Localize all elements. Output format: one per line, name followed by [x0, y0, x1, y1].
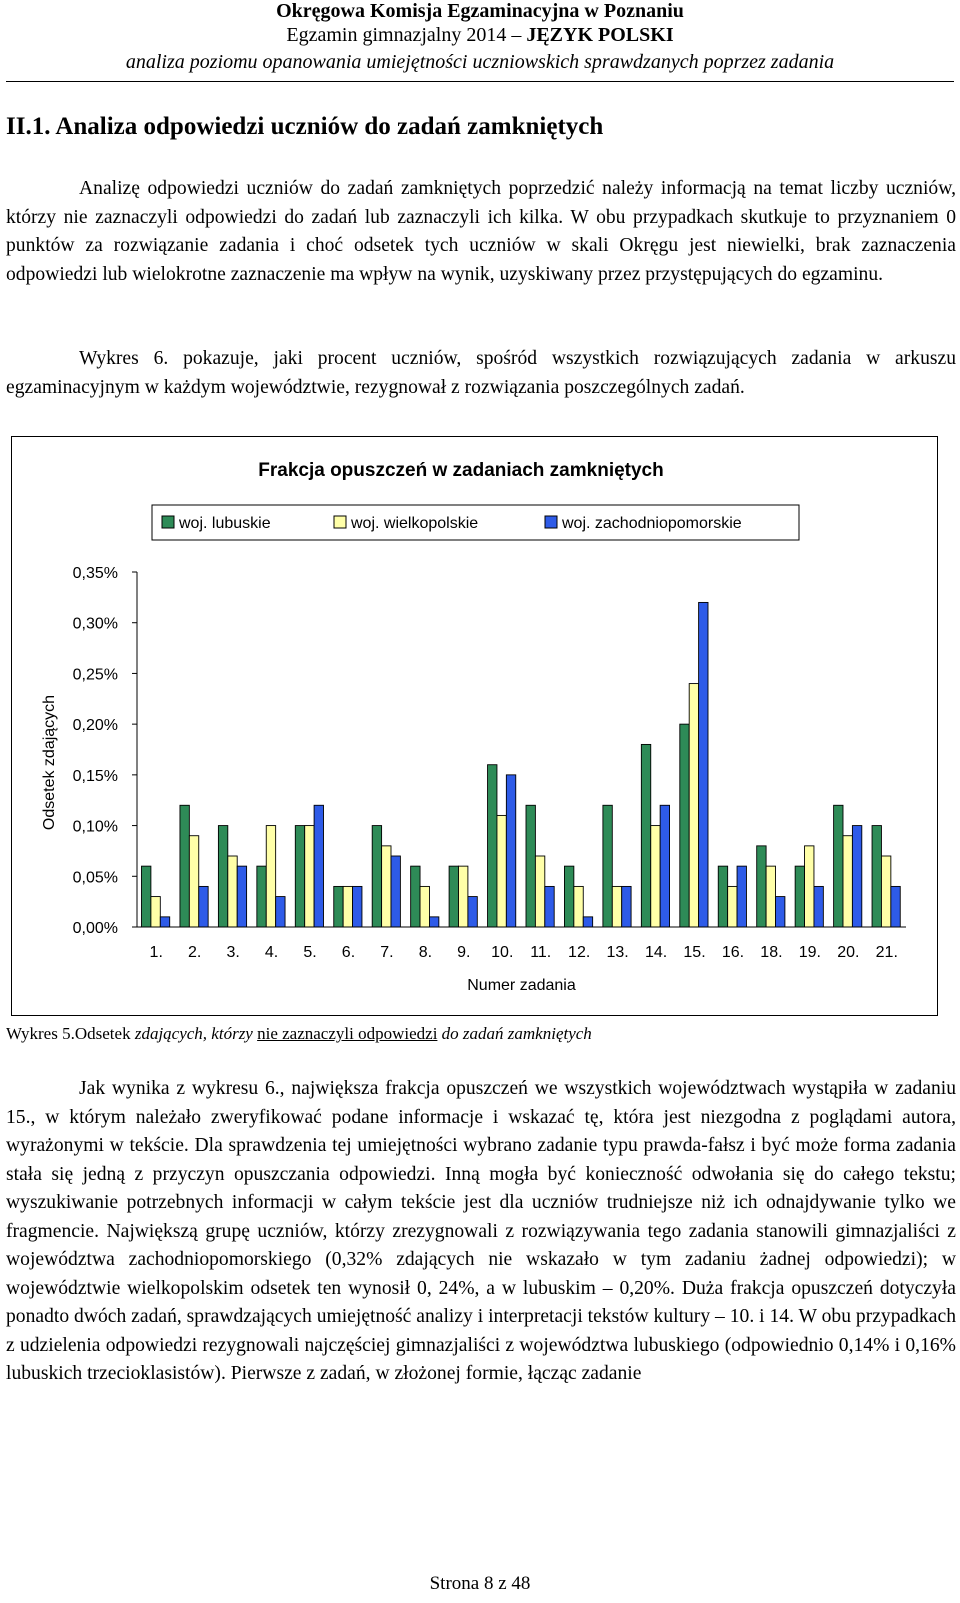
y-axis-label: Odsetek zdających [41, 694, 58, 831]
bar-2-12 [574, 886, 583, 927]
bar-2-7 [382, 846, 391, 927]
bar-2-15 [689, 684, 698, 927]
bar-3-17 [776, 897, 785, 927]
caption-part1: Odsetek [74, 1024, 131, 1043]
bar-1-11 [526, 805, 535, 927]
x-axis-label: Numer zadania [467, 977, 576, 994]
bar-1-19 [834, 805, 843, 927]
bar-3-8 [429, 917, 438, 927]
x-tick-label: 21. [875, 944, 898, 961]
caption-prefix: Wykres 5. [6, 1024, 75, 1043]
caption-part3: nie zaznaczyli odpowiedzi [257, 1024, 438, 1043]
bar-3-4 [276, 897, 285, 927]
paragraph-3 [6, 1075, 956, 1389]
chart-title: Frakcja opuszczeń w zadaniach zamkniętych [258, 460, 664, 481]
header-exam-prefix: Egzamin gimnazjalny 2014 – [286, 24, 527, 46]
bar-3-1 [160, 917, 169, 927]
x-tick-label: 13. [606, 944, 629, 961]
chart-caption [6, 1024, 592, 1044]
legend-label-2: woj. wielkopolskie [351, 515, 479, 532]
bar-1-17 [757, 846, 766, 927]
bar-2-8 [420, 886, 429, 927]
x-tick-label: 2. [188, 944, 202, 961]
legend-swatch-2 [334, 516, 346, 528]
section-title: II.1. Analiza odpowiedzi uczniów do zadań zamkniętych [6, 113, 604, 140]
paragraph-3-text: Jak wynika z wykresu 6., największa frakcja opuszczeń we wszystkich województwach wystąpiła w zadaniu 15., w którym należało zweryfikować podane informacje i wskazać tę, która jest niezgodna z poglądami autora, wyrażonymi w tekście. Dla sprawdzenia tej umiejętności wybrano zadanie typu prawda-fałsz i być może forma zadania stała się jedną z przyczyn opuszczania odpowiedzi. Inną mogła być konieczność odwołania się do całego tekstu; wyszukiwanie potrzebnych informacji w całym tekście jest dla uczniów trudniejsze niż ich odnajdywanie tylko we fragmencie. Największą grupę uczniów, którzy zrezygnowali z rozwiązywania tego zadania stanowili gimnazjaliści z województwa zachodniopomorskiego (0,32% zdających nie wskazało w tym zadaniu żadnej odpowiedzi); w województwie wielkopolskim odsetek ten wynosił 0, 24%, a w lubuskim – 0,20%. Duża frakcja opuszczeń dotyczyła ponadto dwóch zadań, sprawdzających umiejętność analizy i interpretacji tekstów kultury – 10. i 14. W obu przypadkach z udzielenia odpowiedzi rezygnowali najczęściej gimnazjaliści z województwa lubuskiego (odpowiednio 0,14% i 0,16% lubuskich trzecioklasistów). Pierwsze z zadań, w złożonej formie, łącząc zadanie [6, 1078, 956, 1384]
paragraph-1 [6, 175, 956, 289]
x-tick-label: 15. [683, 944, 706, 961]
bar-1-8 [411, 866, 420, 927]
bar-2-1 [151, 897, 160, 927]
header-subtitle: analiza poziomu opanowania umiejętności uczniowskich sprawdzanych poprzez zadania [125, 51, 835, 73]
x-tick-label: 4. [264, 944, 279, 961]
bar-3-16 [737, 866, 746, 927]
y-tick-label: 0,05% [72, 869, 118, 887]
x-tick-label: 11. [530, 944, 552, 961]
header-exam [0, 24, 960, 47]
paragraph-2 [6, 345, 956, 402]
y-tick-label: 0,15% [72, 767, 118, 785]
bar-1-9 [449, 866, 458, 927]
x-tick-label: 19. [798, 944, 821, 961]
bar-chart [12, 437, 939, 1017]
bar-2-3 [228, 856, 237, 927]
x-tick-label: 7. [380, 944, 394, 961]
bar-1-4 [257, 866, 266, 927]
bar-1-14 [641, 744, 650, 927]
bar-3-19 [852, 826, 861, 927]
bar-1-13 [603, 805, 612, 927]
bar-1-12 [564, 866, 573, 927]
chart-frame [11, 436, 938, 1016]
legend-swatch-1 [162, 516, 174, 528]
bar-1-20 [872, 826, 881, 927]
header-institution: Okręgowa Komisja Egzaminacyjna w Poznaniu [276, 0, 684, 22]
bar-1-15 [680, 724, 689, 927]
paragraph-2-text: Wykres 6. pokazuje, jaki procent uczniów, spośród wszystkich rozwiązujących zadania w arkuszu egzaminacyjnym w każdym województwie, rezygnował z rozwiązania poszczególnych zadań. [6, 348, 956, 398]
bar-2-11 [535, 856, 544, 927]
bar-3-9 [468, 897, 477, 927]
y-tick-label: 0,25% [72, 666, 118, 684]
bar-3-14 [660, 805, 669, 927]
legend-label-1: woj. lubuskie [179, 515, 271, 532]
x-tick-label: 3. [226, 944, 240, 961]
header-divider [6, 81, 954, 82]
bar-2-2 [189, 836, 198, 927]
x-tick-label: 1. [149, 944, 163, 961]
bar-2-5 [305, 826, 314, 927]
bar-2-16 [728, 886, 737, 927]
bar-2-13 [612, 886, 621, 927]
y-tick-label: 0,35% [72, 565, 118, 582]
header-exam-subject: JĘZYK POLSKI [526, 24, 674, 46]
paragraph-1-text: Analizę odpowiedzi uczniów do zadań zamkniętych poprzedzić należy informacją na temat liczby uczniów, którzy nie zaznaczyli odpowiedzi do zadań lub zaznaczyli ich kilka. W obu przypadkach skutkuje to przyznaniem 0 punktów za rozwiązanie zadania i choć odsetek tych uczniów w skali Okręgu jest niewielki, brak zaznaczenia odpowiedzi lub wielokrotne zaznaczenie ma wpływ na wynik, uzyskiwany przez przystępujących do egzaminu. [6, 178, 956, 285]
bar-3-10 [506, 775, 515, 927]
bar-3-6 [353, 886, 362, 927]
x-tick-label: 14. [644, 944, 668, 961]
bar-3-7 [391, 856, 400, 927]
bar-1-16 [718, 866, 727, 927]
bar-2-10 [497, 815, 506, 927]
bar-2-18 [805, 846, 814, 927]
bar-1-3 [218, 826, 227, 927]
bar-1-5 [295, 826, 304, 927]
bar-3-18 [814, 886, 823, 927]
page-number: Strona 8 z 48 [429, 1573, 531, 1594]
bar-1-2 [180, 805, 189, 927]
x-tick-label: 18. [760, 944, 783, 961]
y-tick-label: 0,20% [72, 717, 118, 735]
bar-3-3 [237, 866, 246, 927]
y-tick-label: 0,30% [72, 615, 118, 633]
x-tick-label: 12. [568, 944, 591, 961]
x-tick-label: 10. [491, 944, 514, 961]
x-tick-label: 20. [837, 944, 860, 961]
y-tick-label: 0,10% [72, 818, 118, 836]
bar-3-15 [699, 602, 708, 927]
bar-3-13 [622, 886, 631, 927]
x-tick-label: 9. [457, 944, 471, 961]
x-tick-label: 6. [341, 944, 356, 961]
bar-3-2 [199, 886, 208, 927]
bar-2-19 [843, 836, 852, 927]
bar-2-14 [651, 826, 660, 927]
bar-1-18 [795, 866, 804, 927]
x-tick-label: 8. [418, 944, 433, 961]
bar-3-20 [891, 886, 900, 927]
bar-1-10 [488, 765, 497, 927]
bar-3-12 [583, 917, 592, 927]
bar-2-17 [766, 866, 775, 927]
bar-1-1 [142, 866, 151, 927]
bar-2-9 [459, 866, 468, 927]
bar-3-11 [545, 886, 554, 927]
bar-2-6 [343, 886, 352, 927]
bar-2-4 [266, 826, 275, 927]
caption-part2: zdających, którzy [130, 1024, 258, 1043]
bar-3-5 [314, 805, 323, 927]
x-tick-label: 16. [721, 944, 745, 961]
caption-part4: do zadań zamkniętych [437, 1024, 592, 1043]
bar-1-6 [334, 886, 343, 927]
bar-1-7 [372, 826, 381, 927]
x-tick-label: 5. [303, 944, 317, 961]
legend-label-3: woj. zachodniopomorskie [562, 515, 742, 532]
y-tick-label: 0,00% [72, 920, 118, 937]
bar-2-20 [881, 856, 890, 927]
legend-swatch-3 [545, 516, 557, 528]
